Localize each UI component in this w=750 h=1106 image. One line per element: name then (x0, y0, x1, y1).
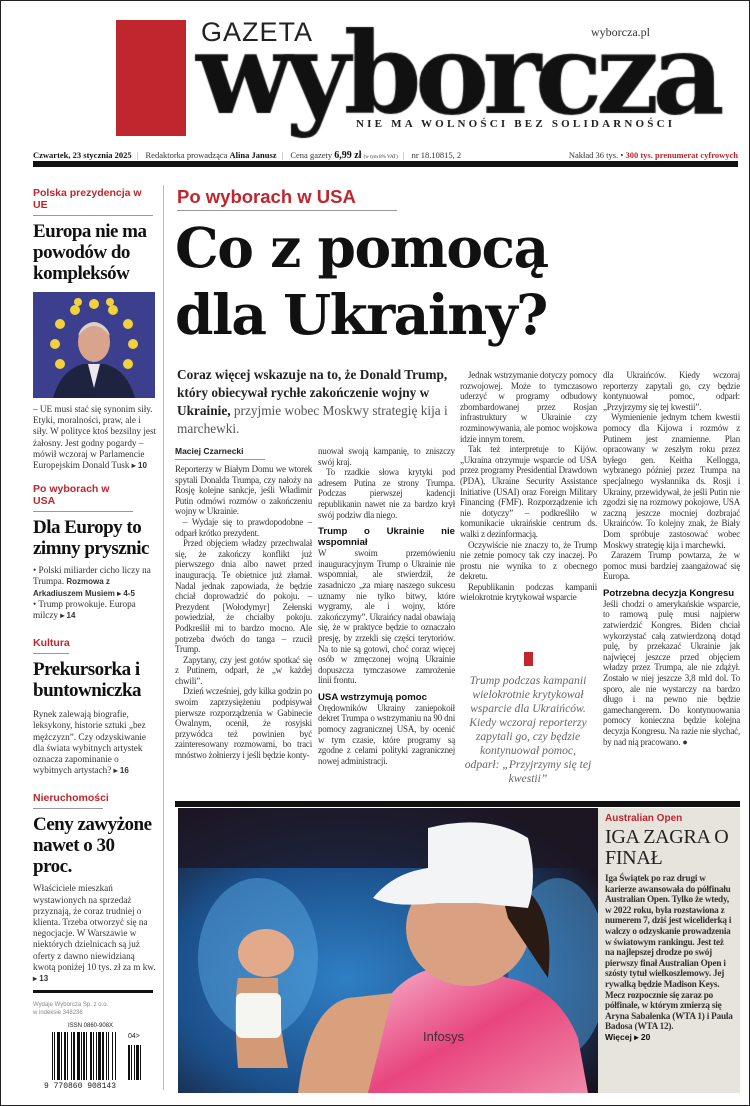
barcode-bar (136, 1045, 139, 1080)
teaser-headline: Ceny zawyżone nawet o 30 proc. (33, 814, 152, 878)
paragraph: Zarazem Trump powtarza, że w pomoc musi bardziej zaangażować się Europa. (603, 550, 740, 582)
teaser-bullet (33, 599, 157, 621)
barcode-bar (57, 1032, 60, 1080)
subheading: USA wstrzymują pomoc (318, 691, 427, 703)
teaser-kicker: Nieruchomości (33, 792, 103, 809)
swiatek-photo (178, 808, 598, 1093)
left-column (33, 187, 157, 1095)
teaser-kicker: Polska prezydencja w UE (33, 187, 153, 216)
subheading: Trump o Ukrainie nie wspomniał (318, 526, 455, 549)
barcode-bar (64, 1032, 66, 1080)
shirt-logo: Infosys (423, 1029, 465, 1044)
page-ref[interactable]: ▸ 13 (33, 974, 49, 984)
barcode-addon-bars (128, 1045, 142, 1080)
tagline: NIE MA WOLNOŚCI BEZ SOLIDARNOŚCI (356, 118, 676, 130)
bullet-text: • Trump prowokuje. Europa milczy (33, 598, 136, 621)
barcode-bar (102, 1032, 104, 1080)
paragraph: W swoim przemówieniu inauguracyjnym Trump o Ukrainie nie wspomniał, ale stwierdził, że zasadniczo „za miarę naszego sukcesu uznamy nie tylko bitwy, które wygramy, ale i wojny, które zakończymy”. Ukraińcy nadal obawiają się, że w praktyce będzie to oznaczało presję, by zrzekli się części terytoriów. Na to nie są gotowi, choć coraz więcej osób w zmęczonej wojną Ukrainie dopuszcza tymczasowe zamrożenie linii frontu. (318, 548, 455, 686)
article-column-2 (318, 446, 455, 766)
publisher-info (33, 1001, 157, 1017)
teaser-kicker: Po wyborach w USA (33, 483, 133, 512)
teaser-real-estate[interactable] (33, 788, 157, 984)
barcode-bar (115, 1032, 116, 1080)
article-column-3 (460, 370, 597, 603)
paragraph: Zapytany, czy jest gotów spotkać się z Putinem, odparł, że „w każdej chwili”. (175, 654, 312, 686)
paragraph: Przed objęciem władzy przechwalał się, że zakończy konflikt już pierwszego dnia albo nawet przed inauguracją. Te obietnice już złamał. Nadal jednak zapowiada, że będzie chciał doprowadzić do pokoju. – Prezydent [Wołodymyr] Zełenski powiedział, że chciałby pokoju. Podkreślił mi to bardzo mocno. Ale potrzeba dwóch do tanga – rzucił Trump. (175, 538, 312, 655)
paragraph: Oczywiście nie znaczy to, że Trump nie zetnie pomocy tak czy inaczej. Po prostu nie wynika to z obecnego dekretu. (460, 539, 597, 582)
paragraph: Republikanin podczas kampanii wielokrotnie krytykował wsparcie (460, 581, 597, 603)
sport-text: Iga Świątek po raz drugi w karierze awansowała do półfinału Australian Open. Tylko że wtedy, w 2022 roku, była rozstawiona z numerem 7, dziś jest wiceliderką i walczy o odzyskanie prowadzenia w światowym rankingu. Jest też na najlepszej drodze po swój pierwszy finał Australian Open i szósty tytuł wielkoszlemowy. Jej rywalką będzie Madison Keys. Mecz rozpocznie się zaraz po półfinale, w którym zmierzą się Aryna Sabalenka (WTA 1) i Paula Badosa (WTA 12). (605, 873, 733, 1032)
page-ref[interactable]: ▸ 10 (131, 461, 147, 471)
kicker-rule (177, 210, 397, 211)
barcode-bar (140, 1045, 141, 1080)
subheading: Potrzebna decyzja Kongresu (603, 587, 735, 599)
barcode-bar (83, 1032, 85, 1080)
paragraph: nuował swoją kampanię, to zniszczy swój kraj. (318, 446, 455, 467)
barcode-bar (108, 1032, 109, 1080)
editor-label: Redaktorka prowadząca (145, 150, 228, 160)
barcode-bar (86, 1032, 87, 1080)
barcode-bar (73, 1032, 75, 1080)
barcode-addon: 04> (128, 1033, 140, 1041)
byline: Maciej Czarnecki (175, 446, 265, 460)
barcode-bar (96, 1032, 97, 1080)
column-divider (163, 185, 164, 1090)
issn: ISSN 0860-908X (68, 1023, 114, 1030)
article-column-4 (603, 370, 740, 747)
price: 6,99 zł (334, 150, 362, 161)
barcode-bar (134, 1045, 135, 1080)
lead-rest: przyjmie wobec Moskwy strategię kija i marchewki. (177, 403, 448, 436)
barcode (44, 1023, 154, 1095)
paragraph: Wymienienie jednym tchem kwestii pomocy dla Kijowa i rozmów z Putinem jest znamienne. Plan opracowany w zeszłym roku przez byłego gen. Keitha Kellogga, wybranego później przez Trumpa na specjalnego wysłannika ds. Rosji i Ukrainy, przewidywał, że jeśli Putin nie zgodzi się na rozmowy pokojowe, USA zaczną jeszcze mocniej dozbrajać Ukraińców. To kolejny znak, że Biały Dom spróbuje zastosować wobec Moskwy strategię kija i marchewki. (603, 412, 740, 550)
teaser-headline: Prekursorka i buntowniczka (33, 659, 142, 702)
teaser-culture[interactable] (33, 633, 157, 776)
barcode-bar (90, 1032, 92, 1080)
barcode-bar (54, 1032, 55, 1080)
barcode-bar (98, 1032, 101, 1080)
sport-headline: IGA ZAGRA O FINAŁ (605, 826, 729, 869)
barcode-bar (93, 1032, 94, 1080)
teaser-eu-presidency[interactable] (33, 187, 157, 471)
subscriptions: 300 tys. prenumerat cyfrowych (625, 150, 738, 160)
price-label: Cena gazety (290, 150, 333, 160)
pull-quote (462, 652, 594, 786)
site-url[interactable]: wyborcza.pl (591, 25, 650, 39)
logo-red-square (116, 20, 186, 136)
barcode-bar (106, 1032, 107, 1080)
paragraph: Dzień wcześniej, gdy kilka godzin po swoim zaprzysiężeniu podpisywał pierwsze rozporządzenia w Gabinecie Owalnym, ocenił, że rosyjski przywódca też powinien być zainteresowany rozmowami, bo traci mnóstwo żołnierzy i jeśli będzie konty- (175, 686, 312, 761)
teaser-text (33, 709, 157, 776)
sport-kicker: Australian Open (605, 813, 683, 824)
barcode-bars (52, 1032, 122, 1080)
page-ref[interactable]: ▸ 4-5 (117, 588, 135, 598)
main-kicker: Po wyborach w USA (177, 186, 356, 207)
bullet-bold: Rozmowa z Arkadiuszem Musiem (33, 577, 115, 598)
article-column-1 (175, 446, 312, 761)
paragraph: Jednak wstrzymanie dotyczy pomocy rozwojowej. Może to tymczasowo uderzyć w programy odbudowy zbombardowanej przez Rosjan infrastruktury w Ukrainie czy rozminowywania, ale pomoc wojskowa idzie innym torem. (460, 370, 597, 444)
teaser-body: Rynek zalewają biografie, leksykony, historie sztuki „bez mężczyzn”. Czy odzyskiwanie dla świata wybitnych artystek oznacza zapominanie o wybitnych artystach? (33, 709, 147, 776)
teaser-usa[interactable] (33, 483, 157, 621)
paragraph: Reporterzy w Białym Domu we wtorek spytali Donalda Trumpa, czy nałoży na Rosję kolejne sankcje, jeśli Władimir Putin odmówi rozmów o zakończeniu wojny w Ukrainie. (175, 464, 312, 517)
main-lead (177, 366, 449, 438)
teaser-body: – UE musi stać się synonim siły. Etyki, moralności, praw, ale i siły. W polityce ktoś bezsilny jest żałosny. Jest godny pogardy – mówił wczoraj w Parlamencie Europejskim Donald Tusk (33, 404, 157, 471)
teaser-body: Właściciele mieszkań wystawionych na sprzedaż przyznają, że coraz trudniej o klienta. Trzeba otworzyć się na negocjacje. W Warszawie w niektórych dzielnicach są już oferty z dawno niewidzianą kwotą poniżej 10 tys. zł za m kw. (33, 883, 156, 972)
main-headline[interactable] (175, 214, 548, 348)
barcode-bar (77, 1032, 80, 1080)
teaser-headline: Dla Europy to zimny prysznic (33, 517, 149, 560)
sport-teaser[interactable] (598, 808, 740, 1093)
more-link[interactable]: Więcej ▸ 20 (605, 1031, 651, 1042)
circulation: Nakład 36 tys. • (568, 150, 624, 160)
issue-details: Czwartek, 23 stycznia 2025 | Redaktorka prowadząca Alina Janusz | Cena gazety 6,99 zł (w tym 8% VAT) | nr 18.10815, 2 (33, 150, 462, 161)
barcode-bar (67, 1032, 68, 1080)
teaser-text (33, 404, 157, 471)
bullet-text: • Polski miliarder cicho liczy na Trumpa. (33, 565, 151, 587)
barcode-bar (61, 1032, 62, 1080)
top-rule (33, 161, 738, 167)
publisher-line: Wydaje Wyborcza Sp. z o.o. (33, 1002, 109, 1009)
price-note: (w tym 8% VAT) (363, 155, 398, 160)
index-line: w indeksie 348236 (33, 1010, 83, 1017)
paragraph: To rzadkie słowa krytyki pod adresem Putina ze strony Trumpa. Podczas pierwszej kadencji republikanin nawet nie za bardzo krył swój podziw dla niego. (318, 467, 455, 520)
tusk-photo (33, 292, 155, 398)
barcode-bar (131, 1045, 132, 1080)
barcode-bar (128, 1045, 130, 1080)
headline-line: Co z pomocą (175, 215, 548, 280)
teaser-bullet (33, 565, 157, 599)
page-ref[interactable]: ▸ 16 (113, 766, 129, 776)
paragraph: Jeśli chodzi o amerykańskie wsparcie, to ramową pulę musi najpierw zatwierdzić Kongres. Biden chciał wykorzystać całą zatwierdzoną dotąd pulę, by przekazać Ukrainie jak najwięcej jeszcze przed objęciem władzy przez Trumpa, ale nie zdążył. Zostało w niej jeszcze 3,8 mld dol. To sporo, ale nie wystarczy na bardzo długo i na pewno nie będzie gamechangerem. Do kontynuowania pomocy konieczna będzie kolejna decyzja Kongresu. Na razie nie słychać, by nad nią pracowano. ● (603, 598, 740, 747)
issue-number: nr 18.10815, 2 (411, 150, 462, 160)
teaser-headline: Europa nie ma powodów do kompleksów (33, 221, 147, 284)
paragraph: Tak też interpretuje to Kijów. „Ukraina otrzymuje wsparcie od USA przez programy Presidential Drawdown (PDA), Ukraine Security Assistance Initiative (USAI) oraz Foreign Military Financing (FMF). Rozporządzenie ich nie dotyczy” – podkreśliło w komunikacie ukraińskie centrum ds. walki z dezinformacją. (460, 444, 597, 539)
teaser-kicker: Kultura (33, 637, 69, 654)
pull-quote-text: Trump podczas kampanii wielokrotnie krytykował wsparcie dla Ukraińców. Kiedy wczoraj reporterzy zapytali go, czy będzie kontynuował pomoc, odparł: „Przyjrzymy się tej kwestii” (464, 674, 592, 785)
paragraph: dla Ukraińców. Kiedy wczoraj reporterzy zapytali go, czy będzie kontynuował pomoc, odparł: „Przyjrzymy się tej kwestii”. (603, 370, 740, 412)
left-bottom-rule (33, 990, 153, 993)
barcode-number: 9 770860 908143 (44, 1082, 117, 1092)
section-rule (175, 801, 740, 807)
page-ref[interactable]: ▸ 14 (60, 611, 76, 621)
barcode-bar (52, 1032, 53, 1080)
quote-mark-icon (524, 652, 533, 666)
barcode-bar (112, 1032, 113, 1080)
issue-date: Czwartek, 23 stycznia 2025 (33, 150, 132, 160)
lead-bold: Coraz więcej wskazuje na to, że Donald Trump, który obiecywał rychłe zakończenie wojny w Ukrainie, (177, 367, 448, 418)
paragraph: Orędowników Ukrainy zaniepokoił dekret Trumpa o wstrzymaniu na 90 dni pomocy zagranicznej USA, by ocenić w tym czasie, które programy są zgodne z celami polityki zagranicznej nowej administracji. (318, 702, 455, 766)
teaser-text (33, 883, 157, 984)
logo-gazeta: GAZETA (201, 17, 314, 47)
barcode-bar (71, 1032, 72, 1080)
barcode-bar (81, 1032, 82, 1080)
headline-line: dla Ukrainy? (175, 282, 547, 347)
editor-name: Alina Janusz (229, 150, 277, 160)
paragraph: – Wydaje się to prawdopodobne – odparł krótko prezydent. (175, 516, 312, 538)
